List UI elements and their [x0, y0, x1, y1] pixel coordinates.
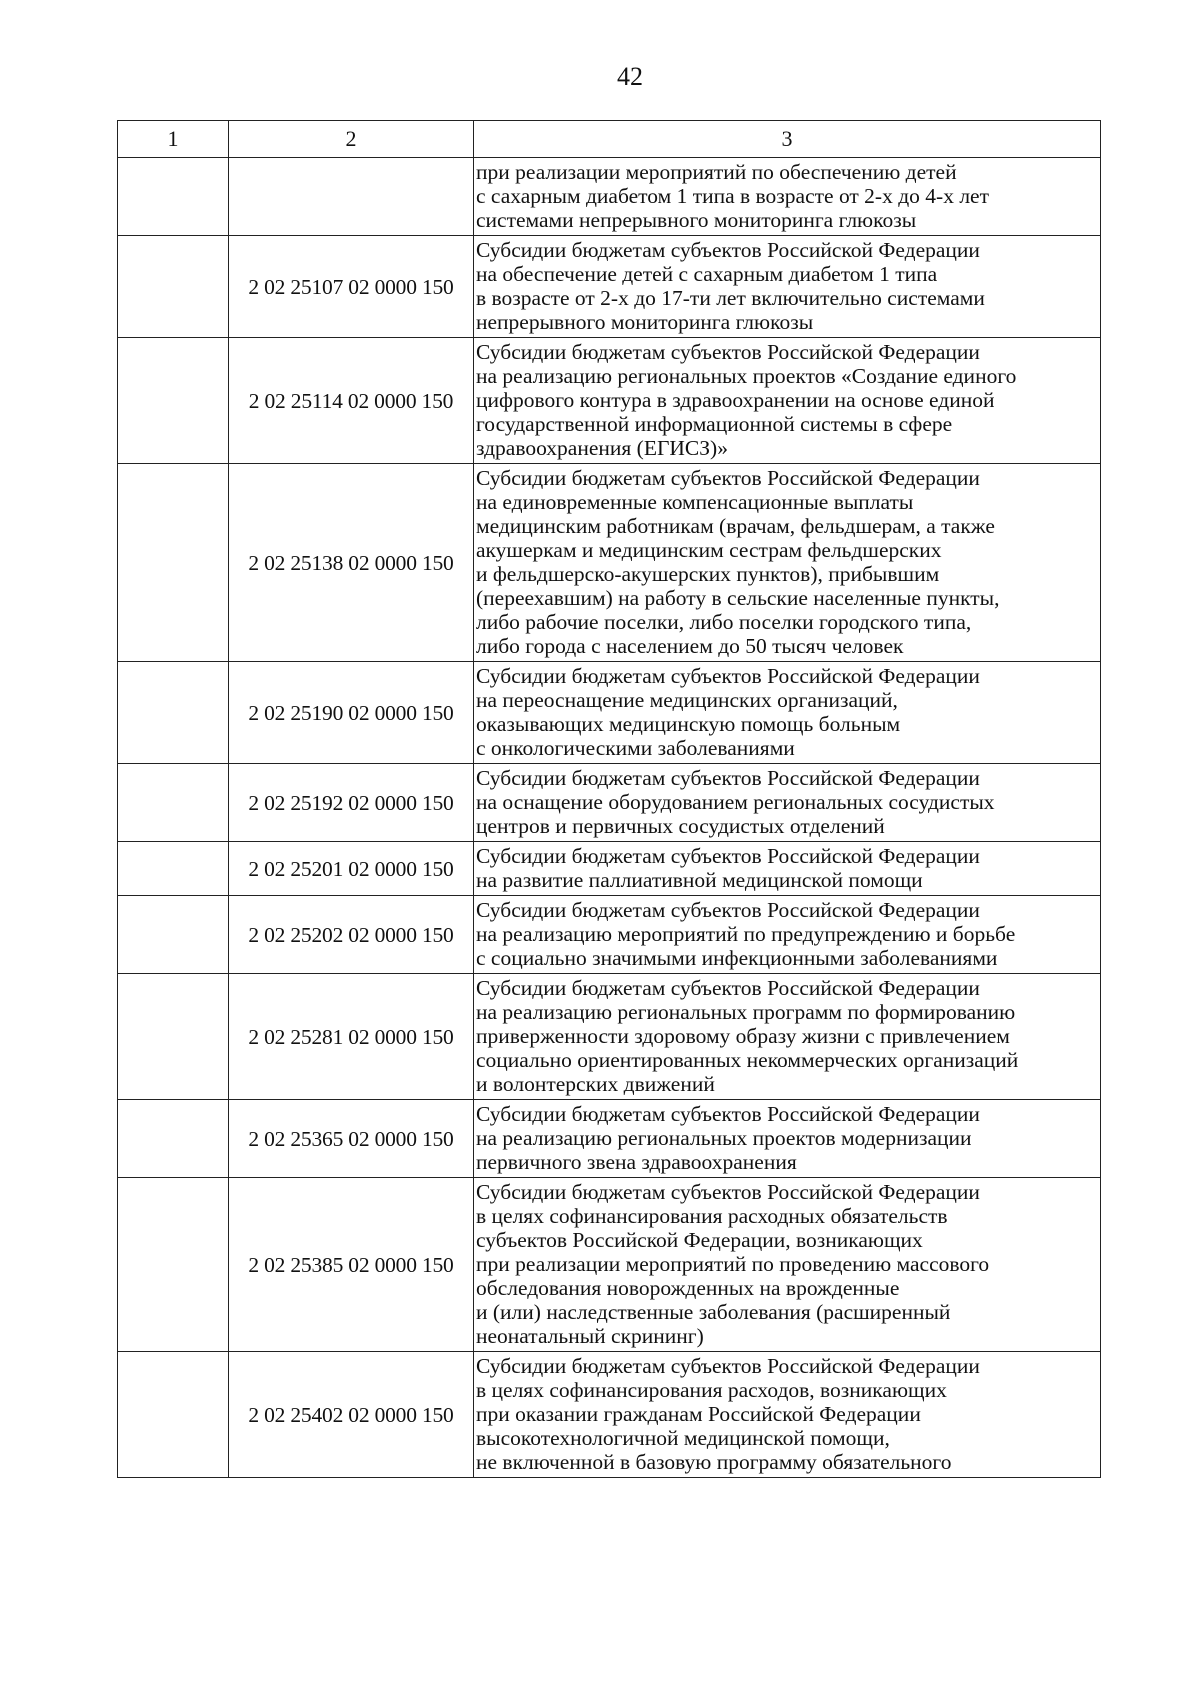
- description-line: Субсидии бюджетам субъектов Российской Федерации: [476, 1102, 980, 1126]
- budget-code-cell: 2 02 25365 02 0000 150: [229, 1100, 474, 1178]
- description-line: на реализацию мероприятий по предупреждению и борьбе: [476, 922, 1016, 946]
- description-line: здравоохранения (ЕГИСЗ)»: [476, 436, 728, 460]
- budget-code-cell: 2 02 25385 02 0000 150: [229, 1178, 474, 1352]
- table-row: [118, 764, 1101, 842]
- description-cell: [474, 1352, 1101, 1478]
- description-line: на обеспечение детей с сахарным диабетом 1 типа: [476, 262, 938, 286]
- row-number-cell: [118, 662, 229, 764]
- budget-code-cell: 2 02 25281 02 0000 150: [229, 974, 474, 1100]
- table-row: [118, 896, 1101, 974]
- description-line: на реализацию региональных программ по формированию: [476, 1000, 1016, 1024]
- description-line: в целях софинансирования расходных обязательств: [476, 1204, 948, 1228]
- row-number-cell: [118, 236, 229, 338]
- description-line: медицинским работникам (врачам, фельдшерам, а также: [476, 514, 995, 538]
- row-number-cell: [118, 158, 229, 236]
- description-line: Субсидии бюджетам субъектов Российской Федерации: [476, 844, 980, 868]
- description-cell: [474, 842, 1101, 896]
- budget-code-cell: 2 02 25192 02 0000 150: [229, 764, 474, 842]
- row-number-cell: [118, 896, 229, 974]
- description-line: либо рабочие поселки, либо поселки городского типа,: [476, 610, 972, 634]
- budget-code-cell: 2 02 25190 02 0000 150: [229, 662, 474, 764]
- table-row: [118, 236, 1101, 338]
- table-row: [118, 1100, 1101, 1178]
- description-cell: [474, 1100, 1101, 1178]
- description-cell: [474, 764, 1101, 842]
- description-line: оказывающих медицинскую помощь больным: [476, 712, 901, 736]
- table-row: [118, 338, 1101, 464]
- description-line: (переехавшим) на работу в сельские населенные пункты,: [476, 586, 1000, 610]
- budget-code-cell: 2 02 25138 02 0000 150: [229, 464, 474, 662]
- description-line: приверженности здоровому образу жизни с привлечением: [476, 1024, 1010, 1048]
- description-line: с онкологическими заболеваниями: [476, 736, 795, 760]
- description-line: с сахарным диабетом 1 типа в возрасте от 2-х до 4-х лет: [476, 184, 989, 208]
- description-line: системами непрерывного мониторинга глюкозы: [476, 208, 917, 232]
- row-number-cell: [118, 1100, 229, 1178]
- row-number-cell: [118, 1352, 229, 1478]
- table-body: [118, 121, 1101, 1478]
- description-line: либо города с населением до 50 тысяч человек: [476, 634, 904, 658]
- description-line: Субсидии бюджетам субъектов Российской Федерации: [476, 766, 980, 790]
- description-line: и (или) наследственные заболевания (расширенный: [476, 1300, 951, 1324]
- description-line: государственной информационной системы в сфере: [476, 412, 953, 436]
- description-line: неонатальный скрининг): [476, 1324, 704, 1348]
- description-line: цифрового контура в здравоохранении на основе единой: [476, 388, 995, 412]
- description-line: не включенной в базовую программу обязательного: [476, 1450, 952, 1474]
- row-number-cell: [118, 974, 229, 1100]
- budget-code-cell: 2 02 25114 02 0000 150: [229, 338, 474, 464]
- description-line: Субсидии бюджетам субъектов Российской Федерации: [476, 898, 980, 922]
- description-line: на оснащение оборудованием региональных сосудистых: [476, 790, 995, 814]
- row-number-cell: [118, 842, 229, 896]
- description-line: Субсидии бюджетам субъектов Российской Федерации: [476, 340, 980, 364]
- table-row: [118, 974, 1101, 1100]
- description-line: Субсидии бюджетам субъектов Российской Федерации: [476, 1354, 980, 1378]
- column-header-1: 1: [118, 121, 229, 158]
- budget-code-cell: 2 02 25202 02 0000 150: [229, 896, 474, 974]
- table-row: [118, 464, 1101, 662]
- description-line: Субсидии бюджетам субъектов Российской Федерации: [476, 466, 980, 490]
- description-line: на развитие паллиативной медицинской помощи: [476, 868, 923, 892]
- description-line: в целях софинансирования расходов, возникающих: [476, 1378, 947, 1402]
- description-cell: [474, 1178, 1101, 1352]
- description-line: на реализацию региональных проектов «Создание единого: [476, 364, 1017, 388]
- description-line: в возрасте от 2-х до 17-ти лет включительно системами: [476, 286, 985, 310]
- description-line: акушеркам и медицинским сестрам фельдшерских: [476, 538, 942, 562]
- description-line: Субсидии бюджетам субъектов Российской Федерации: [476, 976, 980, 1000]
- table-row: [118, 158, 1101, 236]
- description-line: первичного звена здравоохранения: [476, 1150, 797, 1174]
- header-row: [118, 121, 1101, 158]
- row-number-cell: [118, 464, 229, 662]
- description-cell: [474, 662, 1101, 764]
- row-number-cell: [118, 1178, 229, 1352]
- description-cell: [474, 158, 1101, 236]
- description-line: на реализацию региональных проектов модернизации: [476, 1126, 972, 1150]
- description-line: Субсидии бюджетам субъектов Российской Федерации: [476, 238, 980, 262]
- description-line: центров и первичных сосудистых отделений: [476, 814, 885, 838]
- budget-code-cell: 2 02 25107 02 0000 150: [229, 236, 474, 338]
- description-cell: [474, 974, 1101, 1100]
- description-line: обследования новорожденных на врожденные: [476, 1276, 900, 1300]
- description-cell: [474, 464, 1101, 662]
- budget-code-cell: [229, 158, 474, 236]
- description-line: и волонтерских движений: [476, 1072, 715, 1096]
- description-line: на переоснащение медицинских организаций,: [476, 688, 898, 712]
- page-number: 42: [617, 62, 643, 91]
- table-row: [118, 662, 1101, 764]
- description-line: при реализации мероприятий по проведению массового: [476, 1252, 990, 1276]
- description-line: высокотехнологичной медицинской помощи,: [476, 1426, 890, 1450]
- description-line: Субсидии бюджетам субъектов Российской Федерации: [476, 664, 980, 688]
- table-row: [118, 842, 1101, 896]
- budget-code-cell: 2 02 25201 02 0000 150: [229, 842, 474, 896]
- description-line: социально ориентированных некоммерческих организаций: [476, 1048, 1019, 1072]
- description-cell: [474, 236, 1101, 338]
- description-cell: [474, 896, 1101, 974]
- row-number-cell: [118, 338, 229, 464]
- budget-code-table: [117, 120, 1101, 1478]
- description-line: Субсидии бюджетам субъектов Российской Федерации: [476, 1180, 980, 1204]
- description-line: при реализации мероприятий по обеспечению детей: [476, 160, 957, 184]
- description-line: непрерывного мониторинга глюкозы: [476, 310, 814, 334]
- table-row: [118, 1352, 1101, 1478]
- column-header-3: 3: [474, 121, 1101, 158]
- table-row: [118, 1178, 1101, 1352]
- description-line: субъектов Российской Федерации, возникающих: [476, 1228, 923, 1252]
- description-line: с социально значимыми инфекционными заболеваниями: [476, 946, 998, 970]
- column-header-2: 2: [229, 121, 474, 158]
- description-line: на единовременные компенсационные выплаты: [476, 490, 914, 514]
- row-number-cell: [118, 764, 229, 842]
- description-cell: [474, 338, 1101, 464]
- description-line: и фельдшерско-акушерских пунктов), прибывшим: [476, 562, 940, 586]
- description-line: при оказании гражданам Российской Федерации: [476, 1402, 921, 1426]
- budget-code-cell: 2 02 25402 02 0000 150: [229, 1352, 474, 1478]
